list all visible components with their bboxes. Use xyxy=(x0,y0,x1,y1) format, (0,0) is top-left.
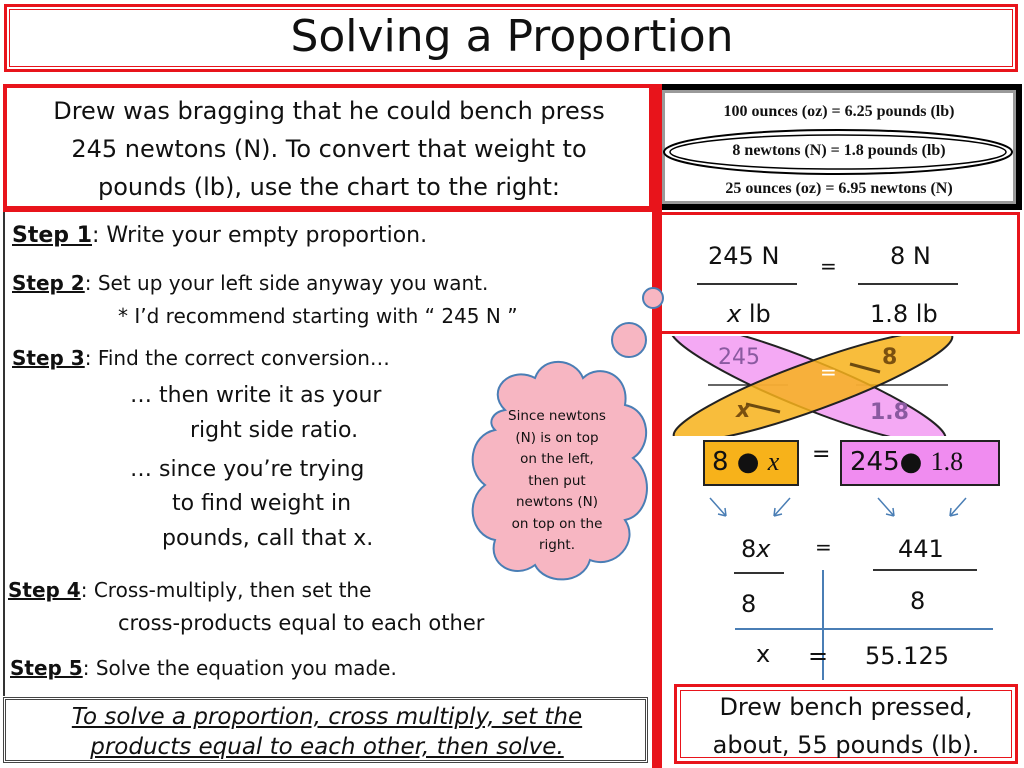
proportion-right-denominator: 1.8 lb xyxy=(870,300,938,328)
cross-top-right: 8 xyxy=(882,345,898,370)
arrow-down-left-icon-2 xyxy=(950,498,966,516)
intro-text xyxy=(12,92,646,206)
cloud-line-2: (N) is on top xyxy=(515,429,599,446)
cloud-line-5: newtons (N) xyxy=(516,494,598,510)
cloud-line-7: right. xyxy=(538,537,575,553)
step-4 xyxy=(8,578,371,602)
products-equals: = xyxy=(812,442,831,467)
solve-left-bar xyxy=(734,572,784,574)
step-2 xyxy=(12,271,488,295)
right-product-num: 245 xyxy=(850,447,900,477)
division-arrows xyxy=(700,490,980,530)
step-4-label: Step 4 xyxy=(8,578,81,602)
solve-right-numerator: 441 xyxy=(898,535,944,563)
step-3-sub-1b: right side ratio. xyxy=(190,418,359,443)
step-3 xyxy=(12,346,390,370)
proportion-left-denominator xyxy=(727,300,771,328)
proportion-left-var: x xyxy=(727,300,742,328)
proportion-frame xyxy=(658,212,1020,334)
right-product-val: 1.8 xyxy=(930,447,964,476)
proportion-right-numerator: 8 N xyxy=(890,242,931,270)
answer-line-1: Drew bench pressed, xyxy=(719,693,973,721)
chart-row-ounces-pounds: 100 ounces (oz) = 6.25 pounds (lb) xyxy=(723,103,955,120)
left-product-var: x xyxy=(767,447,780,476)
chart-highlight-ellipse xyxy=(656,124,1024,180)
proportion-right-bar xyxy=(858,283,958,285)
answer-text xyxy=(674,688,1018,764)
left-product xyxy=(712,447,779,477)
step-1 xyxy=(12,223,427,248)
step-2-label: Step 2 xyxy=(12,271,85,295)
cloud-line-4: then put xyxy=(528,472,586,489)
cloud-text xyxy=(492,406,622,557)
step-4-text-2: cross-products equal to each other xyxy=(118,611,485,635)
solve-right-denominator: 8 xyxy=(910,587,926,615)
solve-equals-1: = xyxy=(815,535,832,559)
step-3-sub-2c: pounds, call that x. xyxy=(162,526,374,551)
left-border xyxy=(3,212,5,696)
cloud-line-6: on top on the xyxy=(511,515,603,532)
step-3-sub-2b: to find weight in xyxy=(172,491,352,516)
left-product-dot: ● xyxy=(728,447,768,477)
proportion-left-numerator: 245 N xyxy=(708,242,780,270)
step-3-sub-1a: … then write it as your xyxy=(130,383,382,408)
solve-left-numerator xyxy=(741,535,770,563)
solve-left-denominator: 8 xyxy=(741,590,757,618)
cross-multiply-ellipses xyxy=(668,336,968,436)
solve-x: x xyxy=(756,640,771,668)
solve-equals-2: = xyxy=(808,642,829,670)
intro-line-3: pounds (lb), use the chart to the right: xyxy=(98,173,560,201)
cloud-line-1: Since newtons xyxy=(508,408,606,424)
cross-bottom-left: x xyxy=(736,398,751,423)
step-2-text: : Set up your left side anyway you want. xyxy=(84,271,489,295)
proportion-equals: = xyxy=(820,254,837,278)
solve-left-var: x xyxy=(756,535,771,563)
intro-line-2: 245 newtons (N). To convert that weight to xyxy=(71,135,587,163)
summary-line-2: products equal to each other, then solve. xyxy=(90,734,564,760)
step-1-text: : Write your empty proportion. xyxy=(92,223,428,248)
step-1-label: Step 1 xyxy=(12,223,92,248)
cloud-line-3: on the left, xyxy=(520,451,594,467)
step-3-sub-2a: … since you’re trying xyxy=(130,457,365,482)
step-5-label: Step 5 xyxy=(10,656,83,680)
step-2-note: * I’d recommend starting with “ 245 N ” xyxy=(118,304,518,328)
chart-row-ounces-newtons: 25 ounces (oz) = 6.95 newtons (N) xyxy=(725,180,953,197)
summary-line-1: To solve a proportion, cross multiply, set the xyxy=(71,704,583,730)
right-product-dot: ● xyxy=(899,447,931,477)
left-product-num: 8 xyxy=(712,447,729,477)
chart-row-newtons-pounds: 8 newtons (N) = 1.8 pounds (lb) xyxy=(732,142,946,159)
solve-horizontal-rule xyxy=(735,628,993,630)
arrow-down-right-icon-2 xyxy=(878,498,894,516)
cross-bottom-right: 1.8 xyxy=(870,400,909,425)
step-3-text: : Find the correct conversion… xyxy=(84,346,390,370)
intro-line-1: Drew was bragging that he could bench press xyxy=(53,97,605,125)
step-5 xyxy=(10,656,397,680)
solve-right-bar xyxy=(873,569,977,571)
proportion-left-bar xyxy=(697,283,797,285)
arrow-down-right-icon xyxy=(710,498,726,516)
step-5-text: : Solve the equation you made. xyxy=(82,656,397,680)
arrow-down-left-icon xyxy=(774,498,790,516)
solve-result: 55.125 xyxy=(865,642,949,670)
cross-top-left: 245 xyxy=(718,345,760,370)
answer-line-2: about, 55 pounds (lb). xyxy=(712,731,980,759)
right-product xyxy=(850,447,963,477)
proportion-left-unit: lb xyxy=(741,300,771,328)
horizontal-divider xyxy=(3,208,653,212)
step-4-text: : Cross-multiply, then set the xyxy=(80,578,372,602)
cross-equals: = xyxy=(820,360,837,384)
solve-left-num: 8 xyxy=(741,535,757,563)
page-title: Solving a Proportion xyxy=(290,11,734,62)
step-3-label: Step 3 xyxy=(12,346,85,370)
summary-text xyxy=(10,702,644,762)
